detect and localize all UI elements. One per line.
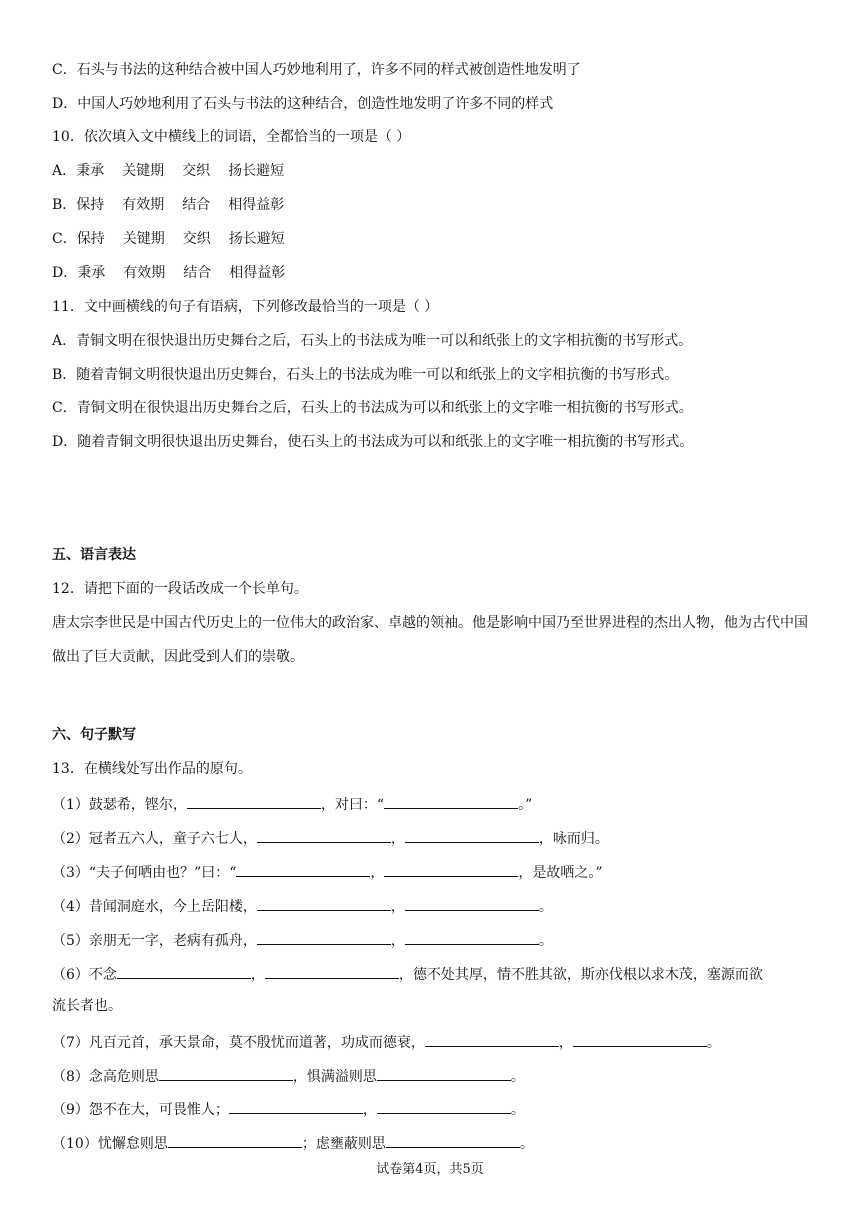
recitation-item-4	[52, 894, 553, 917]
option-word: 扬长避短	[228, 231, 285, 247]
recitation-item-6	[52, 962, 763, 985]
item-text: ，	[390, 933, 405, 949]
q12-text: 唐太宗李世民是中国古代历史上的一位伟大的政治家、卓越的领袖。他是影响中国乃至世界进程的杰出人物，他为古代中国做出了巨大贡献，因此受到人们的崇敬。	[52, 615, 808, 665]
q11-stem: 11．文中画横线的句子有语病，下列修改最恰当的一项是（ ）	[52, 299, 439, 315]
item-text: ，	[390, 899, 405, 915]
answer-blank[interactable]	[377, 1097, 511, 1114]
option-word: 交织	[182, 231, 211, 247]
item-text: （6）不念	[52, 967, 117, 983]
answer-blank[interactable]	[117, 962, 251, 979]
answer-blank[interactable]	[187, 792, 321, 809]
item-text: （7）凡百元首，承天景命，莫不殷忧而道著，功成而德衰，	[52, 1035, 425, 1051]
section6-heading: 六、句子默写	[52, 727, 136, 743]
item-text: 。	[538, 899, 553, 915]
q12-stem: 12．请把下面的一段话改成一个长单句。	[52, 581, 308, 597]
item-text: （3）“夫子何哂由也？”曰：“	[52, 865, 237, 881]
option-word: 扬长避短	[228, 163, 285, 179]
page-footer: 试卷第4页，共5页	[376, 1162, 484, 1177]
item-text: （5）亲朋无一字，老病有孤舟，	[52, 933, 257, 949]
answer-blank[interactable]	[229, 1097, 363, 1114]
item-text: ，	[362, 1102, 377, 1118]
q11-option-c: C．青铜文明在很快退出历史舞台之后，石头上的书法成为可以和纸张上的文字唯一相抗衡的书写形式。	[52, 400, 693, 416]
option-word: 交织	[182, 163, 211, 179]
q10-option-a	[52, 161, 284, 181]
item-text: ，咏而归。	[538, 831, 609, 847]
answer-blank[interactable]	[257, 826, 391, 843]
option-word: 结合	[183, 265, 212, 281]
option-word: 保持	[76, 231, 105, 247]
item-text: ，	[370, 865, 385, 881]
option-word: 有效期	[122, 197, 165, 213]
recitation-item-1	[52, 792, 532, 815]
option-word: 相得益彰	[229, 265, 286, 281]
item-text: ，	[390, 831, 405, 847]
item-text: （2）冠者五六人，童子六七人，	[52, 831, 257, 847]
section5-heading: 五、语言表达	[52, 547, 136, 563]
answer-blank[interactable]	[405, 826, 539, 843]
item-text: ；虑壅蔽则思	[301, 1136, 386, 1152]
q13-stem: 13．在横线处写出作品的原句。	[52, 761, 252, 777]
item-text: （1）鼓瑟希，铿尔，	[52, 797, 187, 813]
answer-blank[interactable]	[573, 1030, 707, 1047]
q10-stem: 10．依次填入文中横线上的词语，全都恰当的一项是（ ）	[52, 129, 411, 145]
item-text: （4）昔闻洞庭水，今上岳阳楼，	[52, 899, 257, 915]
recitation-item-8	[52, 1064, 525, 1087]
item-text: 。	[510, 1102, 525, 1118]
recitation-item-10	[52, 1131, 534, 1154]
item-text: ，对曰：“	[320, 797, 385, 813]
item-text: （10）忧懈怠则思	[52, 1136, 168, 1152]
q11-option-d: D．随着青铜文明很快退出历史舞台，使石头上的书法成为可以和纸张上的文字唯一相抗衡的书写形式。	[52, 434, 694, 450]
item-text: ，惧满溢则思	[292, 1069, 377, 1085]
item-text: （9）怨不在大，可畏惟人；	[52, 1102, 229, 1118]
answer-blank[interactable]	[405, 894, 539, 911]
option-letter: C．	[52, 231, 77, 247]
answer-blank[interactable]	[257, 894, 391, 911]
answer-blank[interactable]	[377, 1064, 511, 1081]
answer-blank[interactable]	[168, 1131, 302, 1148]
option-word: 关键期	[122, 231, 165, 247]
option-letter: A．	[52, 163, 77, 179]
answer-blank[interactable]	[257, 928, 391, 945]
recitation-item-9	[52, 1097, 525, 1120]
item-text: 。	[519, 1136, 534, 1152]
q9-option-c: C．石头与书法的这种结合被中国人巧妙地利用了，许多不同的样式被创造性地发明了	[52, 62, 581, 78]
option-letter: B．	[52, 197, 77, 213]
recitation-item-6-cont: 流长者也。	[52, 998, 122, 1014]
option-word: 有效期	[123, 265, 166, 281]
item-text: 。	[538, 933, 553, 949]
item-text: ，	[250, 967, 265, 983]
option-word: 关键期	[122, 163, 165, 179]
answer-blank[interactable]	[265, 962, 399, 979]
q11-option-a: A．青铜文明在很快退出历史舞台之后，石头上的书法成为唯一可以和纸张上的文字相抗衡的书写形式。	[52, 333, 693, 349]
recitation-item-3	[52, 860, 603, 883]
option-word: 相得益彰	[228, 197, 285, 213]
q10-option-c	[52, 229, 285, 249]
q11-option-b: B．随着青铜文明很快退出历史舞台，石头上的书法成为唯一可以和纸张上的文字相抗衡的书写形式。	[52, 367, 679, 383]
answer-blank[interactable]	[405, 928, 539, 945]
answer-blank[interactable]	[159, 1064, 293, 1081]
item-text: （8）念高危则思	[52, 1069, 159, 1085]
recitation-item-7	[52, 1030, 721, 1053]
item-text: ，是故哂之。”	[518, 865, 603, 881]
answer-blank[interactable]	[425, 1030, 559, 1047]
answer-blank[interactable]	[236, 860, 370, 877]
item-text: ，德不处其厚，情不胜其欲，斯亦伐根以求木茂，塞源而欲	[398, 967, 763, 983]
option-word: 结合	[182, 197, 211, 213]
item-text: 。	[510, 1069, 525, 1085]
answer-blank[interactable]	[386, 1131, 520, 1148]
answer-blank[interactable]	[384, 792, 518, 809]
option-word: 秉承	[77, 265, 106, 281]
q9-option-d: D．中国人巧妙地利用了石头与书法的这种结合，创造性地发明了许多不同的样式	[52, 96, 554, 112]
q10-option-b	[52, 195, 284, 215]
recitation-item-5	[52, 928, 553, 951]
q10-option-d	[52, 263, 285, 283]
recitation-item-2	[52, 826, 609, 849]
option-letter: D．	[52, 265, 78, 281]
option-word: 保持	[76, 197, 105, 213]
item-text: 。”	[518, 797, 533, 813]
item-text: ，	[558, 1035, 573, 1051]
option-word: 秉承	[76, 163, 105, 179]
item-text: 。	[706, 1035, 721, 1051]
answer-blank[interactable]	[384, 860, 518, 877]
